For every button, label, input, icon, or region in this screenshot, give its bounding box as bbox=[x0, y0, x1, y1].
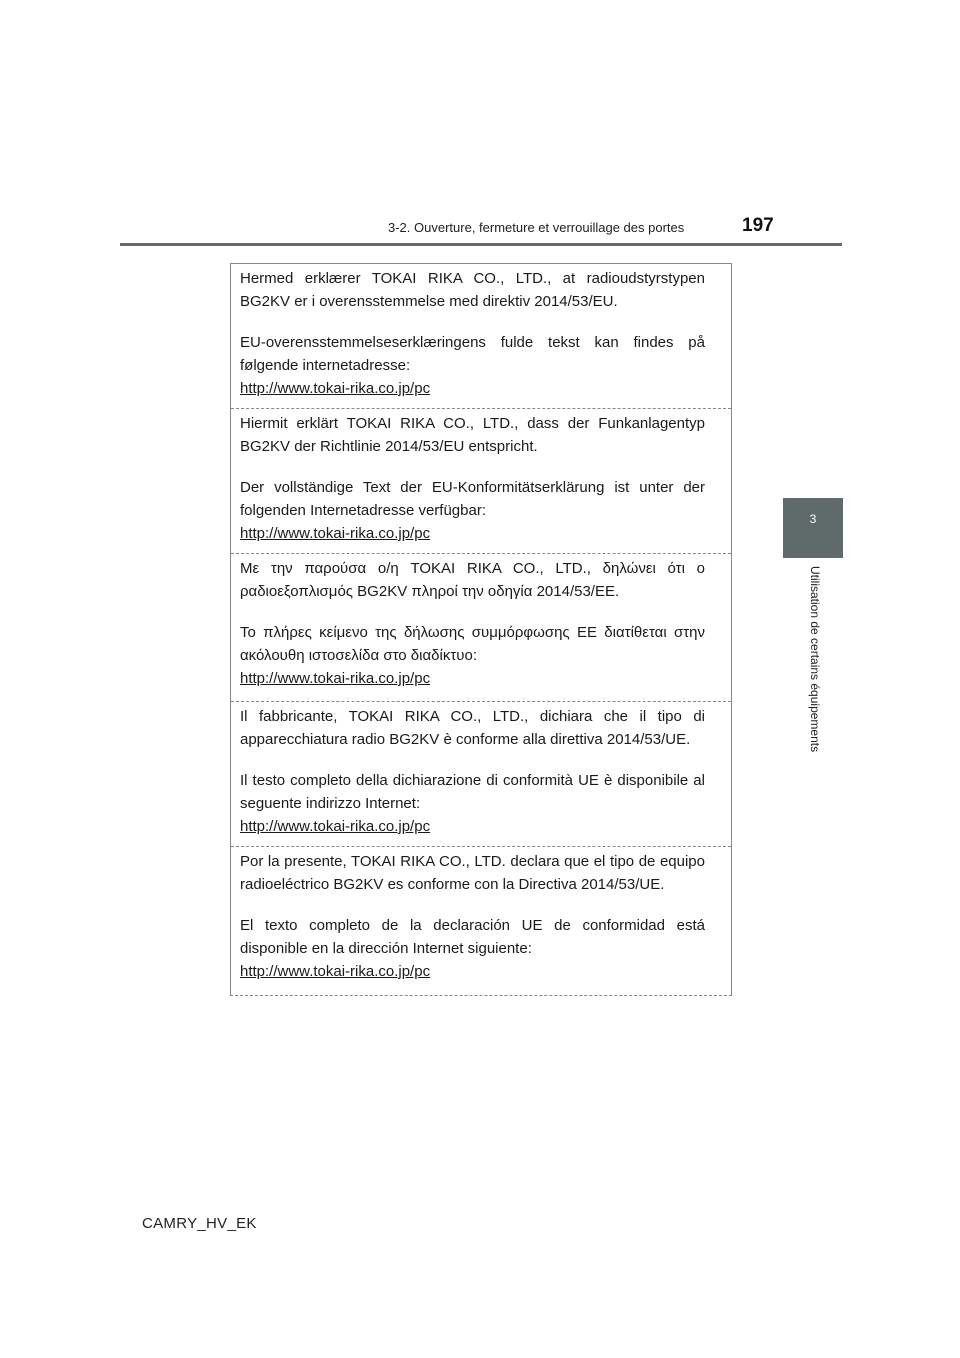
declaration-info: Der vollständige Text der EU-Konformitätserklärung ist unter der folgenden Internetadresse verfügbar: bbox=[240, 479, 705, 519]
page-number: 197 bbox=[742, 215, 774, 236]
section-title: 3-2. Ouverture, fermeture et verrouillage des portes bbox=[388, 220, 685, 235]
header-divider bbox=[120, 243, 842, 246]
declaration-box bbox=[230, 263, 732, 996]
declaration-info: EU-overensstemmelseserklæringens fulde tekst kan findes på følgende internetadresse: bbox=[240, 334, 705, 374]
declaration-link[interactable]: http://www.tokai-rika.co.jp/pc bbox=[240, 525, 431, 542]
declaration-link[interactable]: http://www.tokai-rika.co.jp/pc bbox=[240, 380, 431, 397]
declaration-spanish bbox=[231, 847, 731, 995]
declaration-text: Por la presente, TOKAI RIKA CO., LTD. declara que el tipo de equipo radioeléctrico BG2KV es conforme con la Directiva 2014/53/UE. bbox=[240, 853, 705, 893]
declaration-danish bbox=[231, 264, 731, 409]
declaration-italian bbox=[231, 702, 731, 847]
declaration-info: Το πλήρες κείμενο της δήλωσης συμμόρφωσης ΕΕ διατίθεται στην ακόλουθη ιστοσελίδα στο διαδίκτυο: bbox=[240, 624, 705, 664]
chapter-label: Utilisation de certains équipements bbox=[808, 566, 822, 753]
declaration-link[interactable]: http://www.tokai-rika.co.jp/pc bbox=[240, 963, 431, 980]
declaration-text: Hiermit erklärt TOKAI RIKA CO., LTD., dass der Funkanlagentyp BG2KV der Richtlinie 2014/53/EU entspricht. bbox=[240, 415, 705, 455]
declaration-text: Hermed erklærer TOKAI RIKA CO., LTD., at radioudstyrstypen BG2KV er i overensstemmelse med direktiv 2014/53/EU. bbox=[240, 270, 705, 310]
declaration-info: Il testo completo della dichiarazione di conformità UE è disponibile al seguente indirizzo Internet: bbox=[240, 772, 705, 812]
chapter-number: 3 bbox=[809, 512, 817, 526]
declaration-text: Με την παρούσα ο/η TOKAI RIKA CO., LTD., δηλώνει ότι ο ραδιοεξοπλισμός BG2KV πληροί την οδηγία 2014/53/ΕΕ. bbox=[240, 560, 705, 600]
declaration-text: Il fabbricante, TOKAI RIKA CO., LTD., dichiara che il tipo di apparecchiatura radio BG2KV è conforme alla direttiva 2014/53/UE. bbox=[240, 708, 705, 748]
declaration-link[interactable]: http://www.tokai-rika.co.jp/pc bbox=[240, 670, 431, 687]
model-code: CAMRY_HV_EK bbox=[142, 1215, 257, 1232]
declaration-info: El texto completo de la declaración UE de conformidad está disponible en la dirección Internet siguiente: bbox=[240, 917, 705, 957]
declaration-greek bbox=[231, 554, 731, 702]
declaration-link[interactable]: http://www.tokai-rika.co.jp/pc bbox=[240, 818, 431, 835]
declaration-german bbox=[231, 409, 731, 554]
chapter-tab[interactable] bbox=[783, 498, 843, 558]
